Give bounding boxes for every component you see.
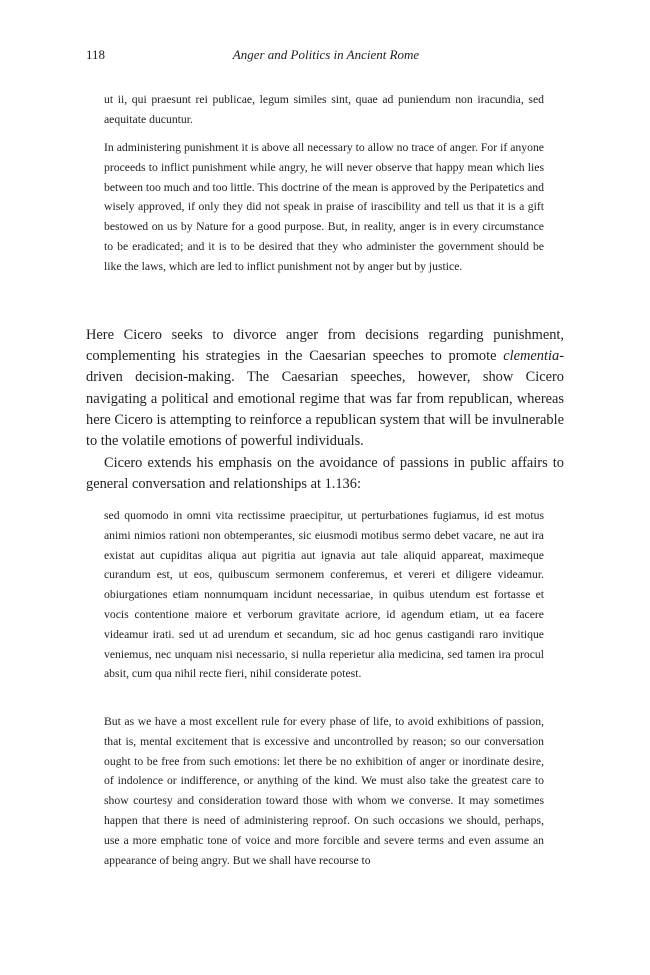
quote-translation-text: In administering punishment it is above all necessary to allow no trace of anger. For if anyone proceeds to inflict punishment while angry, he will never observe that happy mean which lies between too much and too little. This doctrine of the mean is approved by the Peripatetics and wisely approved, if only they did not speak in praise of irascibility and tell us that it is a gift bestowed on us by Nature for a good purpose. But, in reality, anger is in every circumstance to be eradicated; and it is to be desired that they who administer the government should be like the laws, which are led to inflict punishment not by anger but by justice. xyxy=(104,141,544,273)
italic-term: clementia xyxy=(503,348,560,365)
quote-translation-text: But as we have a most excellent rule for every phase of life, to avoid exhibitions of passion, that is, mental excitement that is excessive and uncontrolled by reason; so our conversation ought to be free from such emotions: let there be no exhibition of anger or inordinate desire, of indolence or indifference, or anything of the kind. We must also take the greatest care to show courtesy and consideration toward those with whom we converse. It may sometimes happen that there is need of administering reproof. On such occasions we should, perhaps, use a more emphatic tone of voice and more forcible and severe terms and even assume an appearance of being angry. But we shall have recourse to xyxy=(104,715,544,867)
page-number: 118 xyxy=(86,47,106,62)
quote-latin-text: sed quomodo in omni vita rectissime praecipitur, ut perturbationes fugiamus, id est motus animi nimios rationi non obtemperantes, sic eiusmodi motibus sermo debet vacare, ne aut ira existat aut cupiditas aliqua aut pigritia aut ignavia aut tale aliquid appareat, maximeque curandum est, ut eos, quibuscum sermonem conferemus, et vereri et diligere videamur. obiurgationes etiam nonnumquam incidunt necessariae, in quibus utendum est fortasse et vocis contentione maiore et verborum gravitate acriore, id agendum etiam, ut ea facere videamur irati. sed ut ad urendum et secandum, sic ad hoc genus castigandi raro invitique veniemus, nec unquam nisi necessario, si nulla reperietur alia medicina, sed tamen ira procul absit, cum qua nihil recte fieri, nihil considerate potest. xyxy=(104,509,544,681)
body-paragraph-1 xyxy=(86,325,564,452)
paragraph-text xyxy=(86,325,564,452)
block-quote-latin-2 xyxy=(104,506,544,684)
block-quote-latin-1 xyxy=(104,90,544,130)
body-paragraph-2 xyxy=(86,453,564,495)
block-quote-translation-1 xyxy=(104,138,544,277)
running-title: Anger and Politics in Ancient Rome xyxy=(232,47,420,62)
paragraph-text-part: Here Cicero seeks to divorce anger from decisions regarding punishment, complementing his strategies in the Caesarian speeches to promote xyxy=(86,327,564,365)
paragraph-text: Cicero extends his emphasis on the avoidance of passions in public affairs to general conversation and relationships at 1.136: xyxy=(86,455,564,493)
quote-latin-text: ut ii, qui praesunt rei publicae, legum similes sint, quae ad puniendum non iracundia, sed aequitate ducuntur. xyxy=(104,93,544,126)
page-header xyxy=(86,46,566,66)
paragraph-text-part: -driven decision-making. The Caesarian speeches, however, show Cicero navigating a political and emotional regime that was far from republican, whereas here Cicero is attempting to reinforce a republican system that will be invulnerable to the volatile emotions of powerful individuals. xyxy=(86,348,564,450)
block-quote-translation-2 xyxy=(104,712,544,870)
